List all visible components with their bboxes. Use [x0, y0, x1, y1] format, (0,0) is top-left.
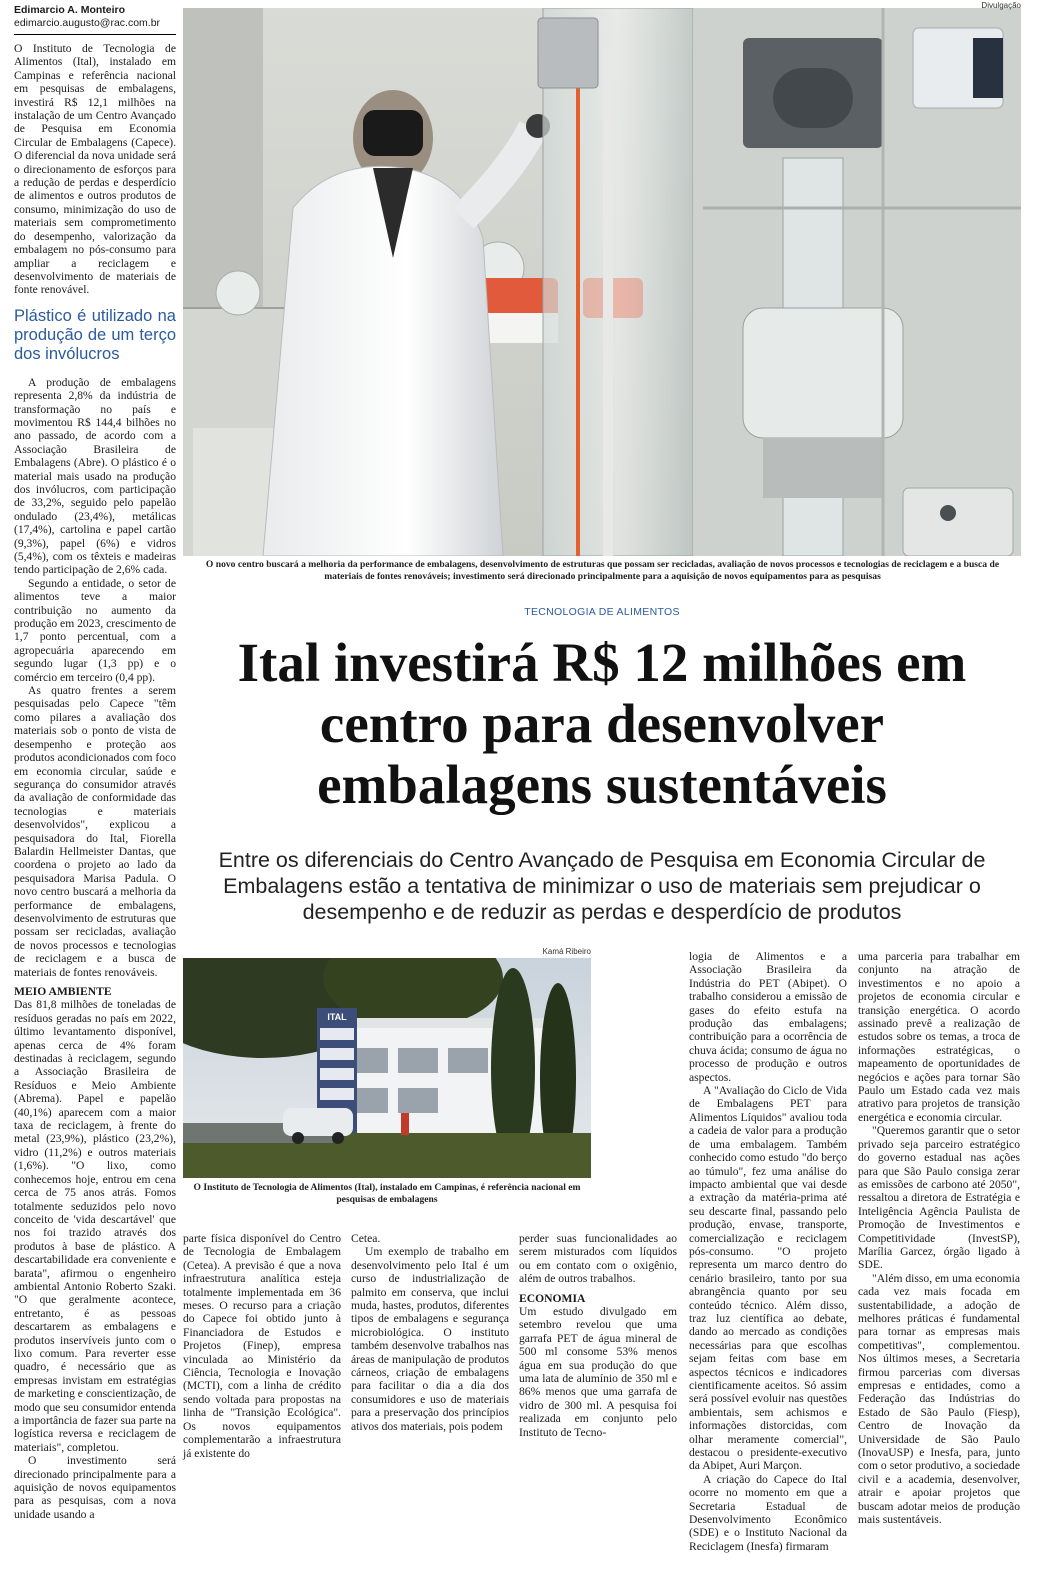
paragraph: A criação do Capece do Ital ocorre no momento em que a Secretaria Estadual de Desenvolvimento Econômico (SDE) e o Instituto Nacional da Reciclagem (Inesfa) firmaram — [689, 1472, 847, 1553]
paragraph: Um exemplo de trabalho em desenvolvimento pelo Ital é um curso de industrialização de palmito em conserva, que inclui muda, hastes, produtos, diferentes tipos de embalagens e segurança microbiológica. O instituto também desenvolve trabalhos nas áreas de manipulação de produtos cárneos, criação de embalagens para facilitar o dia a dia dos consumidores e uso de materiais para a preservação dos princípios ativos dos materiais, pois podem — [351, 1245, 509, 1433]
photo1-caption: O novo centro buscará a melhoria da performance de embalagens, desenvolvimento de estruturas que possam ser recicladas, avaliação de novos processos e tecnologias de reciclagem e a busca de materiais de fontes renováveis; investimento será direcionado principalmente para a aquisição de novos equipamentos para as pesquisas — [205, 559, 1000, 582]
bottom-column-1 — [183, 1232, 341, 1460]
paragraph: Segundo a entidade, o setor de alimentos teve a maior contribuição no aumento da produção em 2023, crescimento de 1,7 ponto percentual, com a agropecuária aparecendo em segundo lugar (1,3 pp) e o comércio em terceiro (0,4 pp). — [14, 576, 176, 684]
paragraph: O investimento será direcionado principalmente para a aquisição de novos equipamentos para as pesquisas, com a nova unidade usando a — [14, 1454, 176, 1521]
section-kicker: TECNOLOGIA DE ALIMENTOS — [524, 606, 680, 618]
paragraph: perder suas funcionalidades ao serem misturados com líquidos ou em contato com o oxigênio, além de outros trabalhos. — [519, 1232, 677, 1286]
paragraph: uma parceria para trabalhar em conjunto na atração de investimentos e no apoio a projetos de economia circular e transição energética. O acordo assinado prevê a realização de estudos sobre os temas, a troca de informações estratégicas, o mapeamento de oportunidades de negócios e ações para tornar São Paulo um Estado cada vez mais atrativo para projetos de transição energética e economia circular. — [858, 950, 1020, 1124]
paragraph: A "Avaliação do Ciclo de Vida de Embalagens PET para Alimentos Líquidos" avaliou toda a cadeia de valor para a produção de uma embalagem. Também conhecido como estudo "do berço ao túmulo", fez uma análise do impacto ambiental que vai desde a extração da matéria-prima até seu descarte final, passando pelo produção, envase, transporte, comercialização e reciclagem pós-consumo. "O projeto representa um marco dentro do cenário brasileiro, tanto por sua abrangência quanto por seu conteúdo técnico. Além disso, traz luz científica ao debate, dando ao mercado as condições necessárias para que escolhas sejam feitas com base em aspectos técnicos e indicadores cientificamente aceitos. Só assim será possível evoluir nas questões ambientais, sem achismos e informações distorcidas, com olhar meramente comercial", destacou o presidente-executivo da Abipet, Auri Marçon. — [689, 1084, 847, 1473]
paragraph: Um estudo divulgado em setembro revelou que uma garrafa PET de água mineral de 500 ml consome 53% menos água em sua produção do que uma lata de alumínio de 350 ml e 86% menos que uma garrafa de vidro de 300 ml. A pesquisa foi realizada em conjunto pelo Instituto de Tecno- — [519, 1305, 677, 1439]
building-photo — [183, 947, 591, 1178]
right-column-2 — [858, 950, 1020, 1526]
paragraph: Das 81,8 milhões de toneladas de resíduos geradas no país em 2022, último levantamento disponível, apenas cerca de 4% foram destinadas à reciclagem, segundo a Associação Brasileira de Resíduos e Meio Ambiente (Abrema). Papel e papelão (40,1%) aparecem com a maior taxa de reciclagem, à frente do metal (23,9%), plástico (23,2%), vidro (11,2%) e outros materiais (1,6%). "O lixo, como conhecemos hoje, entrou em cena cerca de 75 anos atrás. Fomos totalmente seduzidos pelo novo conceito de 'vida descartável' que nos foi trazido através dos produtos à base de plástico. A descartabilidade era conveniente e barata", afirmou o engenheiro ambiental Antonio Roberto Szaki. "O que geralmente acontece, entretanto, é as pessoas descartarem as embalagens e produtos inservíveis junto com o lixo comum. Para reverter esse quadro, é necessário que as empresas invistam em estratégias de marketing e conscientização, de modo que seu consumidor entenda a importância de fazer sua parte na logística reversa e reciclagem de materiais", completou. — [14, 998, 176, 1454]
author-email[interactable]: edimarcio.augusto@rac.com.br — [14, 17, 161, 29]
paragraph: "Além disso, em uma economia cada vez mais focada em sustentabilidade, a adoção de melhores práticas é fundamental para tornar as empresas mais competitivas", complementou. Nos últimos meses, a Secretaria firmou parcerias com diversas empresas e entidades, como a Federação das Indústrias do Estado de São Paulo (Fiesp), Centro de Inovação da Universidade de São Paulo (InovaUSP) e Inesfa, para, junto com o setor produtivo, a sociedade civil e a academia, desenvolver, atrair e apoiar projetos que buscam adotar meios de produção mais sustentáveis. — [858, 1271, 1021, 1527]
headline: Ital investirá R$ 12 milhões em centro para desenvolver embalagens sustentáveis — [237, 632, 967, 815]
byline — [14, 4, 184, 30]
byline-rule — [14, 34, 176, 35]
lab-photo-illustration — [183, 8, 1021, 556]
paragraph: Cetea. — [351, 1232, 381, 1245]
intertitle-meio-ambiente: MEIO AMBIENTE — [14, 985, 112, 998]
bottom-column-3 — [519, 1232, 677, 1439]
paragraph: O Instituto de Tecnologia de Alimentos (Ital), instalado em Campinas e referência nacional em pesquisas de embalagens, investirá R$ 12,1 milhões na instalação de um Centro Avançado de Pesquisa em Economia Circular de Embalagens (Capece). O diferencial da nova unidade será o direcionamento de esforços para a redução de perdas e desperdício de alimentos e outros produtos de consumo, minimização do uso de materiais sem comprometimento do desempenho, valorização da embalagem no pós-consumo para ampliar a reciclagem e desenvolvimento de materiais de fonte renovável. — [14, 42, 176, 297]
subheading: Plástico é utilizado na produção de um terço dos invólucros — [14, 306, 176, 363]
bottom-column-2 — [351, 1232, 509, 1433]
paragraph: logia de Alimentos e a Associação Brasileira da Indústria do PET (Abipet). O trabalho considerou a emissão de gases do efeito estufa na produção das embalagens; contribuição para a ocorrência de chuva ácida; consumo de água no processo de produção e outros aspectos. — [689, 950, 847, 1084]
sign-label: ITAL — [327, 1012, 347, 1022]
photo1-credit: Divulgação — [981, 1, 1021, 10]
paragraph: parte física disponível do Centro de Tecnologia de Embalagem (Cetea). A previsão é que a nova infraestrutura analítica esteja totalmente implementada em 36 meses. O recurso para a criação do Capece foi obtido junto à Financiadora de Estudos e Projetos (Finep), empresa vinculada ao Ministério da Ciência, Tecnologia e Inovação (MCTI), com a linha de crédito sendo voltada para propostas na linha de "Transição Ecológica". Os novos equipamentos complementarão a infraestrutura já existente do — [183, 1232, 341, 1460]
intertitle-economia: ECONOMIA — [519, 1291, 586, 1305]
left-column — [14, 42, 176, 1521]
lab-photo — [183, 1, 1021, 556]
paragraph: "Queremos garantir que o setor privado seja parceiro estratégico do governo estadual nas ações para que São Paulo consiga zerar as emissões de carbono até 2050", ressaltou a diretora de Estratégia e Inteligência Agência Paulista de Promoção de Investimentos e Competitividade (InvestSP), Marília Garcez, órgão ligado à SDE. — [858, 1124, 1020, 1272]
paragraph: As quatro frentes a serem pesquisadas pelo Capece "têm como pilares a avaliação dos materiais sob o ponto de vista de desempenho e proteção aos produtos acondicionados com foco em economia circular, saúde e segurança do consumidor através da avaliação de conformidade das tecnologias e materiais desenvolvidos", explicou a pesquisadora do Ital, Fiorella Balardin Hellmeister Dantas, que coordena o projeto ao lado da pesquisadora Marisa Padula. O novo centro buscará a melhoria da performance de embalagens, desenvolvimento de estruturas que possam ser recicladas, avaliação de novos processos e tecnologias de reciclagem e a busca de materiais de fontes renováveis. — [14, 684, 176, 979]
paragraph: A produção de embalagens representa 2,8% da indústria de transformação no país e movimentou R$ 144,4 bilhões no ano passado, de acordo com a Associação Brasileira de Embalagens (Abre). O plástico é o material mais usado na produção dos invólucros, com participação de 33,2%, seguido pelo papelão ondulado (23,4%), metálicas (17,4%), cartolina e papel cartão (9,3%), papel (6%) e vidros (5,4%), com os têxteis e madeiras tendo participação de 2,6% cada. — [14, 375, 176, 577]
author-name: Edimarcio A. Monteiro — [14, 4, 126, 16]
photo2-caption: O Instituto de Tecnologia de Alimentos (Ital), instalado em Campinas, é referência nacional em pesquisas de embalagens — [193, 1182, 581, 1205]
deck: Entre os diferenciais do Centro Avançado de Pesquisa em Economia Circular de Embalagens estão a tentativa de minimizar o uso de materiais sem prejudicar o desempenho e de reduzir as perdas e desperdício de produtos — [218, 848, 986, 924]
right-column-1 — [689, 950, 847, 1553]
building-photo-illustration — [183, 958, 591, 1178]
photo2-credit: Kamá Ribeiro — [542, 947, 591, 956]
